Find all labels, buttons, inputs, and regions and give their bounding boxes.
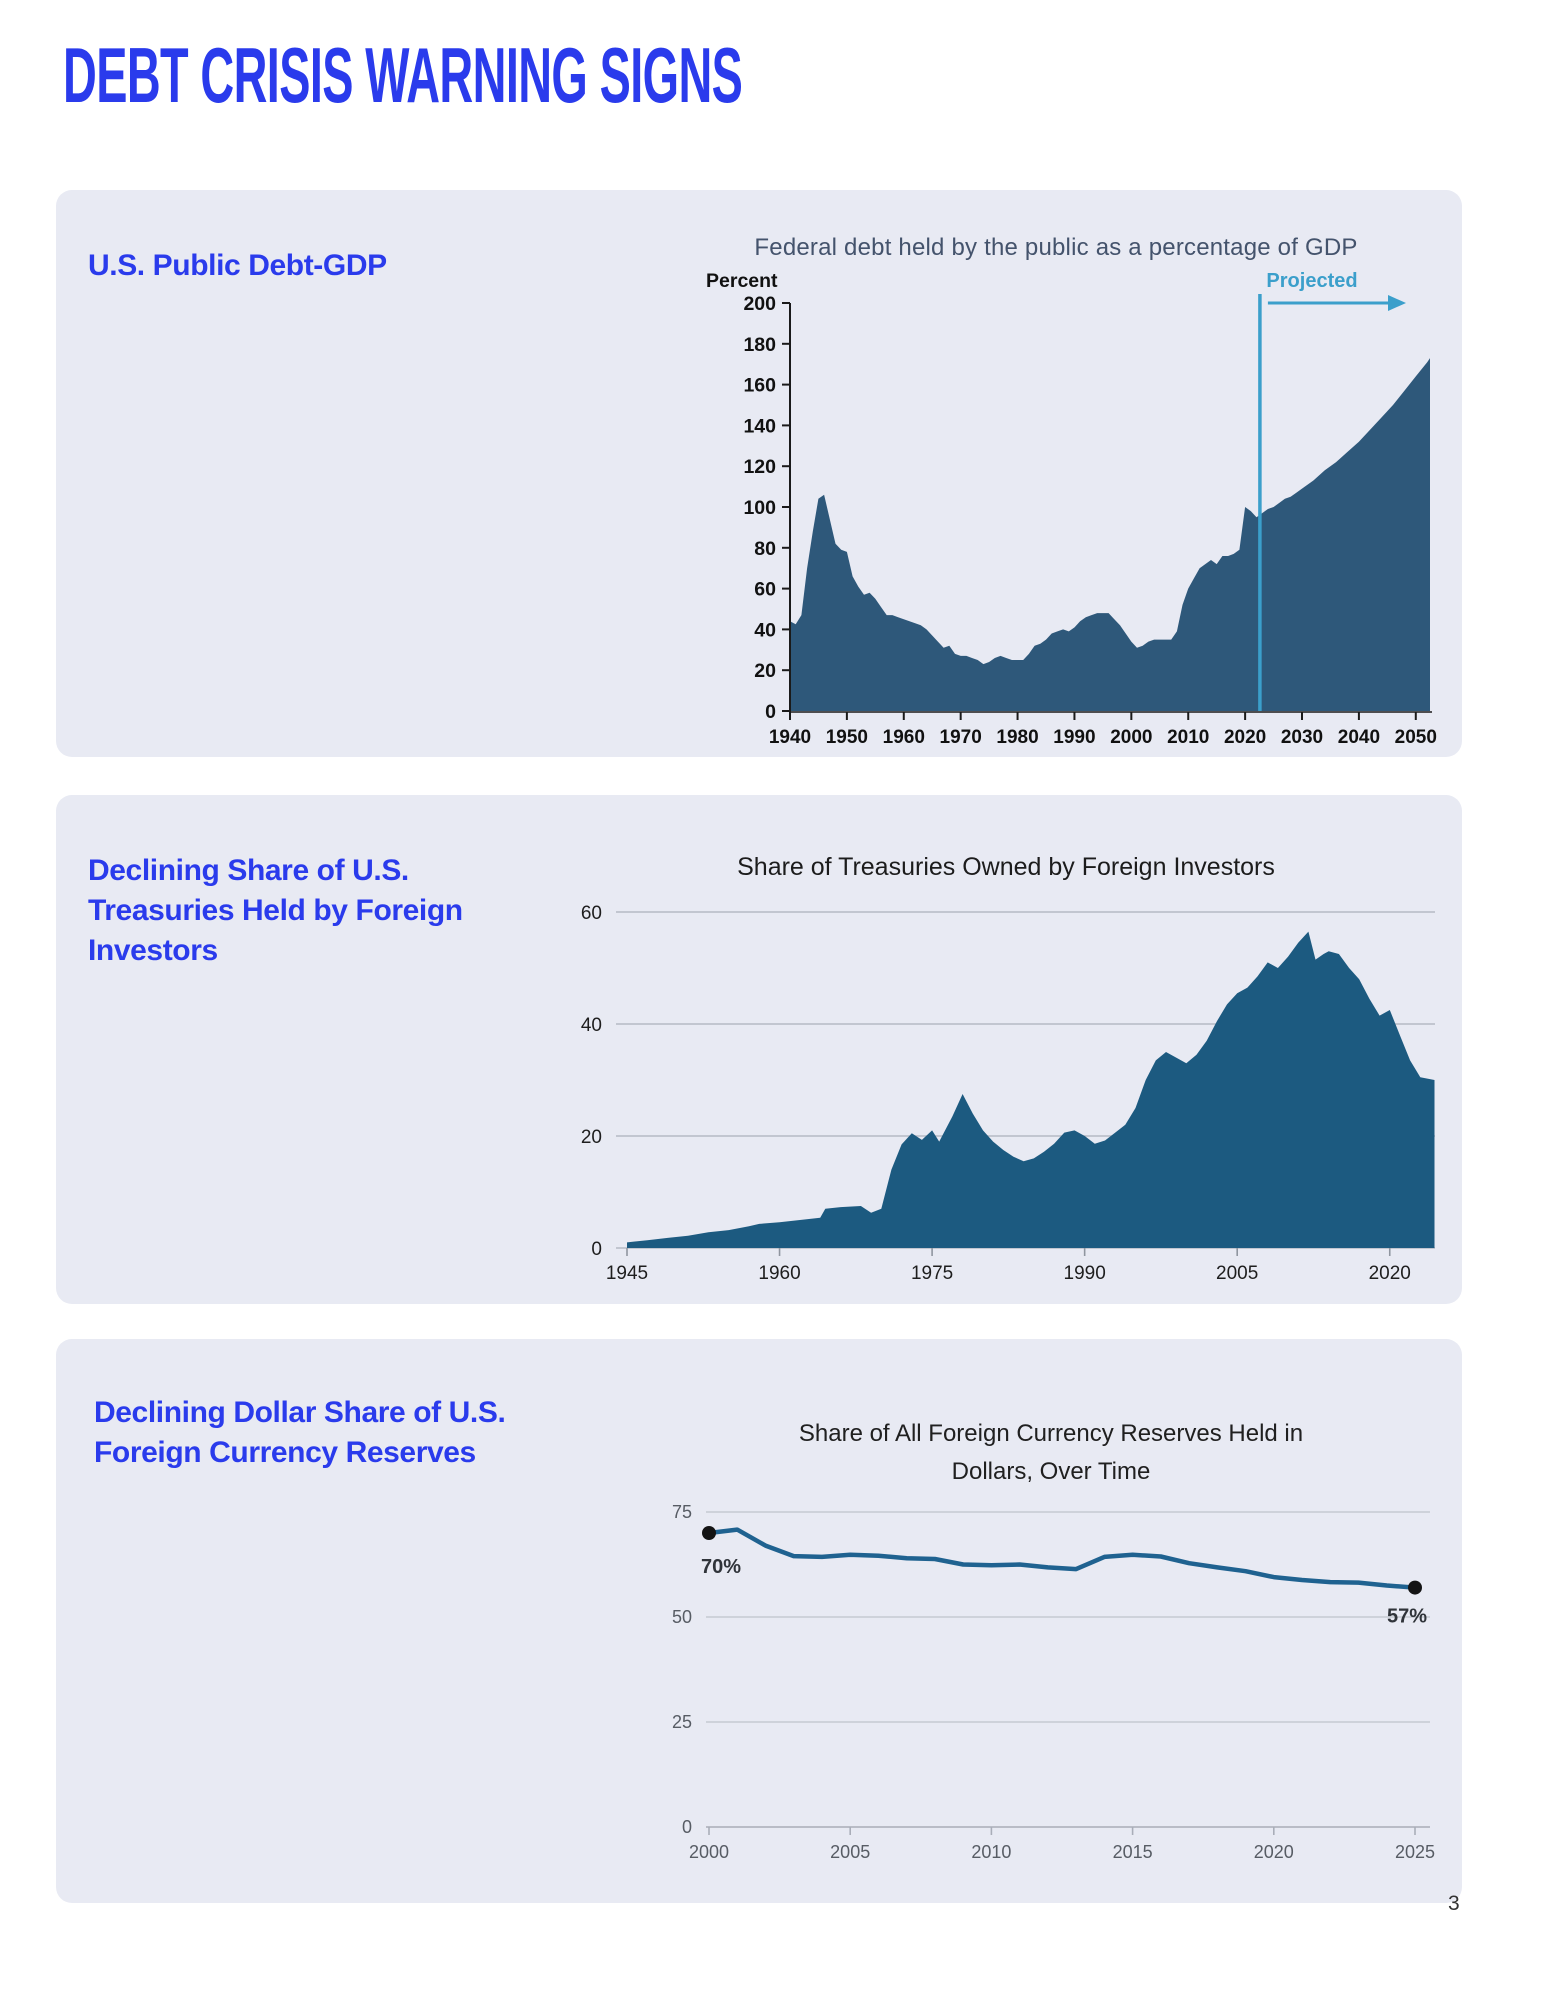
axis-tick-label: 50 — [671, 1607, 692, 1627]
axis-tick-label: 2020 — [1368, 1263, 1411, 1284]
chart-title-line: Dollars, Over Time — [951, 1458, 1151, 1485]
projection-arrowhead — [1388, 295, 1406, 311]
axis-tick-label: 140 — [743, 415, 776, 438]
y-axis-unit-label: Percent — [706, 270, 778, 292]
axis-tick-label: 60 — [580, 903, 602, 924]
axis-tick-label: 1975 — [910, 1263, 954, 1284]
dollar-share-line-series — [709, 1530, 1415, 1588]
axis-tick-label: 2040 — [1337, 727, 1381, 748]
panel-treasuries-foreign — [56, 795, 1462, 1304]
value-annotation: 57% — [1386, 1605, 1428, 1628]
endpoint-dot — [702, 1526, 716, 1540]
endpoint-dot — [1408, 1581, 1422, 1595]
heading-line: Treasuries Held by Foreign — [88, 894, 463, 927]
axis-tick-label: 1960 — [758, 1263, 801, 1284]
projected-label: Projected — [1266, 270, 1358, 292]
axis-tick-label: 20 — [580, 1127, 602, 1148]
axis-tick-label: 1950 — [825, 727, 869, 748]
axis-tick-label: 25 — [671, 1712, 692, 1732]
axis-tick-label: 100 — [743, 497, 776, 519]
axis-tick-label: 0 — [765, 701, 776, 723]
axis-tick-label: 160 — [743, 374, 776, 397]
page-number: 3 — [1448, 1892, 1460, 1915]
axis-tick-label: 1980 — [996, 727, 1039, 748]
axis-tick-label: 60 — [754, 578, 776, 601]
chart-title-debt-gdp: Federal debt held by the public as a percentage of GDP — [754, 234, 1358, 261]
axis-tick-label: 2000 — [688, 1842, 730, 1862]
reserves-line-chart — [56, 1339, 1462, 1903]
axis-tick-label: 1990 — [1053, 727, 1096, 748]
axis-tick-label: 2020 — [1253, 1842, 1294, 1862]
value-annotation: 70% — [700, 1556, 742, 1578]
axis-tick-label: 1940 — [768, 727, 812, 748]
axis-tick-label: 20 — [754, 660, 776, 683]
axis-tick-label: 40 — [754, 619, 776, 642]
axis-tick-label: 2020 — [1223, 727, 1267, 748]
treasuries-area-series — [627, 932, 1435, 1248]
chart-title-treasuries: Share of Treasuries Owned by Foreign Investors — [737, 853, 1275, 881]
axis-tick-label: 1970 — [939, 727, 982, 748]
panel-public-debt-gdp — [56, 190, 1462, 757]
heading-line: Declining Dollar Share of U.S. — [94, 1396, 506, 1429]
axis-tick-label: 2010 — [1167, 727, 1210, 748]
treasuries-area-chart — [56, 795, 1462, 1304]
debt-area-series — [790, 358, 1430, 711]
axis-tick-label: 2005 — [1216, 1263, 1259, 1284]
heading-line: Investors — [88, 934, 218, 967]
panel-dollar-reserves — [56, 1339, 1462, 1903]
axis-tick-label: 120 — [743, 456, 776, 479]
axis-tick-label: 0 — [591, 1239, 602, 1260]
axis-tick-label: 2025 — [1394, 1842, 1436, 1862]
axis-tick-label: 2005 — [830, 1842, 871, 1862]
axis-tick-label: 2050 — [1394, 727, 1437, 748]
axis-tick-label: 75 — [671, 1502, 692, 1522]
heading-line: U.S. Public Debt-GDP — [88, 249, 387, 282]
axis-tick-label: 2015 — [1112, 1842, 1153, 1862]
page-title: DEBT CRISIS WARNING SIGNS — [63, 31, 743, 119]
axis-tick-label: 80 — [754, 537, 776, 560]
axis-tick-label: 2000 — [1110, 727, 1153, 748]
chart-title-line: Share of All Foreign Currency Reserves Held in — [798, 1420, 1304, 1447]
axis-tick-label: 2030 — [1280, 727, 1324, 748]
axis-tick-label: 0 — [681, 1817, 692, 1837]
axis-tick-label: 1960 — [882, 727, 925, 748]
axis-tick-label: 2010 — [971, 1842, 1012, 1862]
heading-line: Foreign Currency Reserves — [94, 1436, 476, 1469]
axis-tick-label: 1945 — [605, 1263, 649, 1284]
axis-tick-label: 1990 — [1063, 1263, 1106, 1284]
debt-gdp-area-chart — [56, 190, 1462, 757]
axis-tick-label: 40 — [580, 1015, 602, 1036]
axis-tick-label: 180 — [743, 333, 776, 356]
heading-line: Declining Share of U.S. — [88, 854, 409, 887]
axis-tick-label: 200 — [743, 293, 776, 315]
